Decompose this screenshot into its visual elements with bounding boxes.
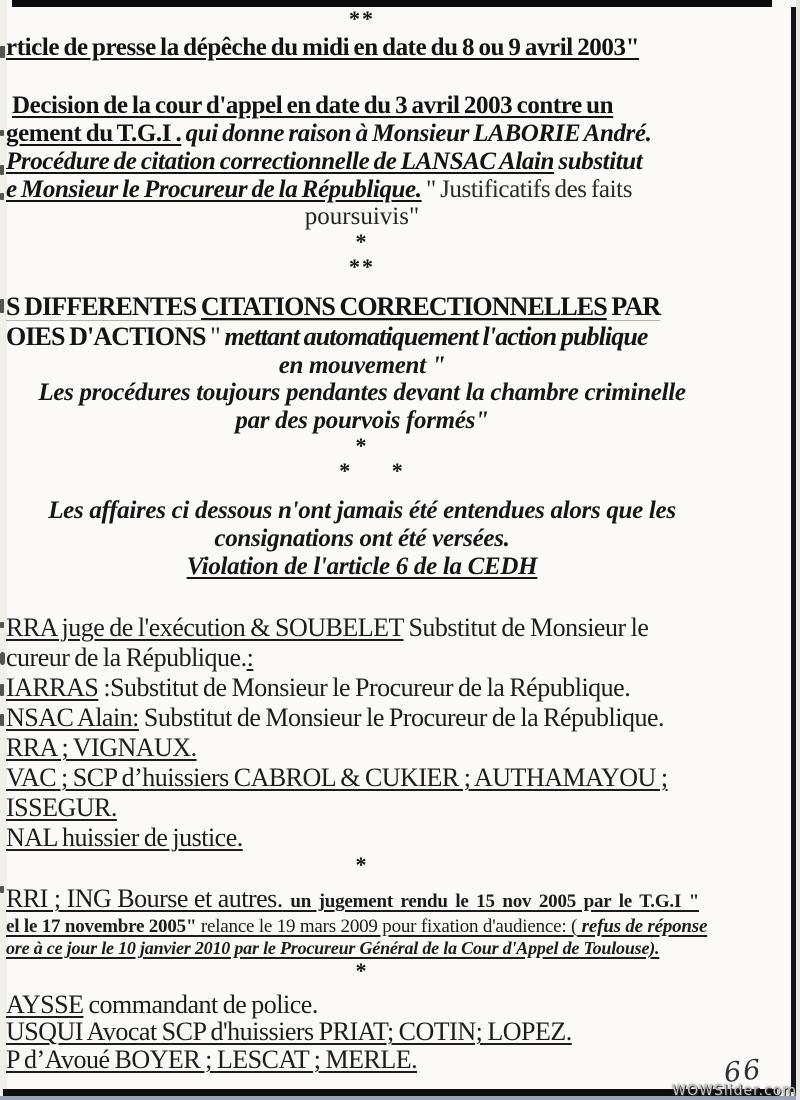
doc-line-procureur-suite (6, 643, 788, 673)
doc-segment-rra-juge: RRA juge de l'exécution & SOUBELET (6, 613, 404, 642)
scan-letter-fragment (0, 46, 5, 58)
doc-segment-refus: refus de réponse (577, 916, 708, 937)
doc-line-jugement-tgi (6, 120, 788, 148)
doc-segment-relance: relance le 19 mars 2009 pour fixation d'audience: ( (196, 916, 578, 937)
doc-line-voies-actions (6, 322, 788, 352)
doc-segment-commandant: commandant de police. (83, 990, 318, 1019)
scan-letter-fragment (0, 193, 4, 200)
scan-letter-fragment (0, 652, 5, 665)
watermark-wowslider[interactable]: WOWSlider.com (672, 1083, 797, 1099)
doc-line-issegur: ISSEGUR. (6, 793, 117, 822)
doc-segment-par: PAR (606, 292, 661, 321)
doc-segment-rri: RRI ; ING Bourse et autres. (6, 884, 283, 913)
doc-segment-novembre-2005: el le 17 novembre 2005" (6, 916, 197, 937)
doc-line-consignations: consignations ont été versées. (214, 525, 510, 552)
doc-line-cabrol-cukier: VAC ; SCP d’huissiers CABROL & CUKIER ; AUTHAMAYOU ; (6, 763, 668, 792)
doc-segment-citations: CITATIONS CORRECTIONNELLES (200, 292, 607, 321)
doc-segment-jugement: gement du T.G.I . (6, 120, 182, 147)
asterisk-separator-5: * (355, 852, 369, 877)
scan-letter-fragment (0, 886, 4, 893)
doc-line-affaires-entendues: Les affaires ci dessous n'ont jamais été entendues alors que les (48, 497, 676, 524)
asterisk-separator-top: ** (349, 6, 375, 31)
doc-line-usqui-avocat: USQUI Avocat SCP d'huissiers PRIAT; COTIN; LOPEZ. (6, 1017, 572, 1046)
doc-line-huissier-justice: NAL huissier de justice. (6, 823, 243, 852)
doc-line-vignaux: RRA ; VIGNAUX. (6, 733, 197, 762)
doc-segment-procedure: Procédure de citation correctionnelle de LANSAC Alain (6, 148, 555, 175)
doc-line-poursuivis: poursuivis" (304, 203, 420, 230)
scan-bottom-bar (3, 1089, 777, 1096)
doc-segment-laborie: qui donne raison à Monsieur LABORIE André. (181, 120, 652, 147)
doc-segment-cureur: cureur de la République. (6, 643, 247, 672)
doc-line-article-presse: rticle de presse la dépêche du midi en date du 8 ou 9 avril 2003" (6, 34, 640, 61)
doc-line-decision-cour-appel: Decision de la cour d'appel en date du 3 avril 2003 contre un (12, 92, 614, 119)
doc-segment-substitut-monsieur: Substitut de Monsieur le (403, 613, 649, 642)
scan-letter-fragment (0, 299, 4, 313)
doc-line-procedures-pendantes: Les procédures toujours pendantes devant la chambre criminelle (38, 379, 686, 406)
doc-line-violation-cedh (6, 552, 718, 581)
doc-segment-actions: OIES D'ACTIONS (6, 322, 206, 351)
doc-segment-aysse: AYSSE (6, 990, 84, 1019)
doc-line-procureur-republique (6, 176, 788, 204)
scan-letter-fragment (0, 130, 4, 136)
doc-line-aysse (6, 991, 788, 1018)
doc-segment-nsac-rest: Substitut de Monsieur le Procureur de la République. (138, 703, 665, 732)
scan-letter-fragment (0, 714, 4, 726)
doc-line-avoue-boyer: P d’Avoué BOYER ; LESCAT ; MERLE. (6, 1045, 418, 1074)
doc-line-en-mouvement: en mouvement " (278, 352, 446, 379)
doc-segment-quote: " (205, 322, 225, 351)
doc-segment-substitut: substitut (554, 148, 643, 175)
scan-letter-fragment (0, 622, 4, 628)
doc-line-citations-correctionnelles (6, 292, 788, 322)
scan-letter-fragment (0, 165, 4, 175)
doc-segment-nsac: NSAC Alain: (6, 703, 139, 732)
page-number-handwritten: 66 (722, 1054, 764, 1089)
doc-segment-mettant: mettant automatiquement l'action publique (224, 322, 648, 351)
doc-line-relance-2009 (6, 916, 788, 938)
doc-line-iarras (6, 673, 788, 703)
doc-segment-jugement-2005: un jugement rendu le 15 nov 2005 par le T.G.I " (282, 891, 700, 912)
scan-letter-fragment (0, 684, 4, 696)
asterisk-separator-4: * * (339, 458, 421, 483)
doc-line-ing-bourse (6, 885, 788, 916)
doc-segment-iarras-rest: :Substitut de Monsieur le Procureur de la République. (98, 673, 631, 702)
asterisk-separator-1: * (355, 229, 369, 254)
doc-segment-justificatifs: " Justificatifs des faits (421, 176, 633, 203)
asterisk-separator-3: * (355, 433, 369, 458)
asterisk-separator-2: ** (349, 254, 375, 279)
doc-line-pourvois-formes: par des pourvois formés" (235, 407, 489, 434)
doc-segment-monsieur: e Monsieur le Procureur de la République. (6, 176, 422, 203)
doc-segment-violation: Violation de l'article 6 de la CEDH (186, 553, 538, 580)
document-text-block (6, 6, 788, 1074)
doc-segment-colon: : (246, 643, 254, 672)
doc-segment-iarras: IARRAS (6, 673, 99, 702)
scan-right-margin (796, 0, 800, 1100)
doc-line-procedure-citation (6, 148, 788, 176)
doc-line-rra-soubelet (6, 613, 788, 643)
doc-line-procureur-toulouse: ore à ce jour le 10 janvier 2010 par le Procureur Général de la Cour d'Appel de Toulouse). (6, 938, 660, 958)
doc-line-lansac (6, 703, 788, 733)
asterisk-separator-6: * (355, 958, 369, 983)
doc-segment-differentes: S DIFFERENTES (6, 292, 201, 321)
